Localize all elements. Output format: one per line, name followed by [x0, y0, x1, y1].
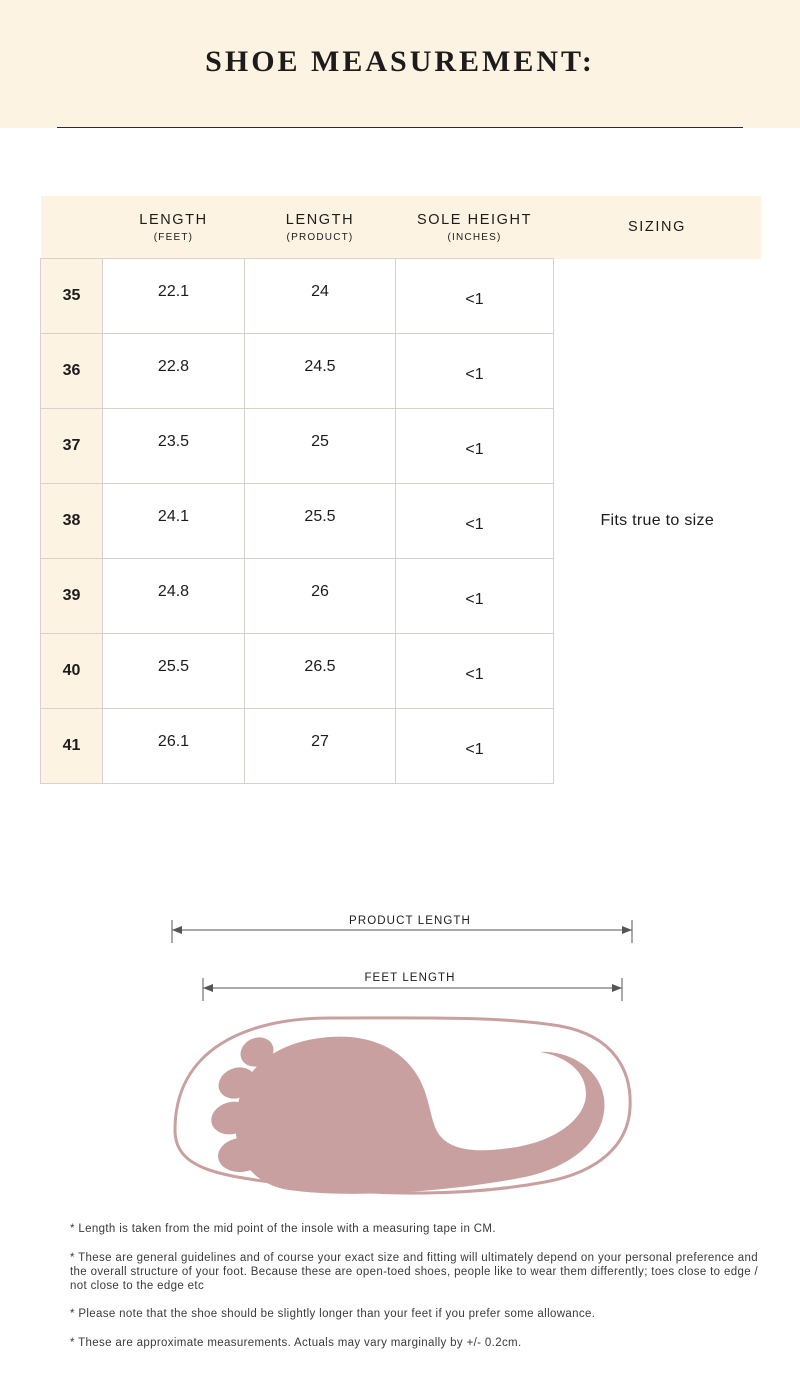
- cell-size: 36: [41, 334, 103, 409]
- cell-size: 38: [41, 484, 103, 559]
- cell-sizing-note: Fits true to size: [600, 512, 715, 529]
- header-divider: [57, 127, 743, 128]
- cell-length-feet: 22.8: [103, 334, 245, 409]
- column-header-sole-height: SOLE HEIGHT (INCHES): [396, 196, 554, 259]
- size-chart: [40, 196, 760, 784]
- cell-sole-height: <1: [396, 409, 554, 484]
- cell-sole-height: <1: [396, 559, 554, 634]
- table-header: [41, 196, 761, 259]
- note-item: * Length is taken from the mid point of the insole with a measuring tape in CM.: [70, 1223, 496, 1235]
- cell-sole-height: <1: [396, 634, 554, 709]
- cell-sole-height: <1: [396, 259, 554, 334]
- product-length-label: PRODUCT LENGTH: [349, 915, 471, 927]
- cell-sole-height: <1: [396, 334, 554, 409]
- column-header-length-product: LENGTH (PRODUCT): [245, 196, 396, 259]
- column-header-length-feet: LENGTH (FEET): [103, 196, 245, 259]
- cell-size: 40: [41, 634, 103, 709]
- cell-sole-height: <1: [396, 484, 554, 559]
- page-title: SHOE MEASUREMENT:: [205, 45, 595, 78]
- column-header-sizing: SIZING: [554, 196, 761, 259]
- cell-length-product: 26: [245, 559, 396, 634]
- cell-length-feet: 24.1: [103, 484, 245, 559]
- cell-length-feet: 26.1: [103, 709, 245, 784]
- cell-length-feet: 22.1: [103, 259, 245, 334]
- table-row: [41, 259, 761, 334]
- cell-size: 37: [41, 409, 103, 484]
- cell-length-product: 25: [245, 409, 396, 484]
- cell-length-product: 27: [245, 709, 396, 784]
- table-header-row: [41, 196, 761, 259]
- cell-length-product: 24.5: [245, 334, 396, 409]
- cell-size: 39: [41, 559, 103, 634]
- cell-size: 41: [41, 709, 103, 784]
- cell-sole-height: <1: [396, 709, 554, 784]
- table-body: [41, 259, 761, 784]
- size-table: [40, 196, 761, 784]
- column-header-size: [41, 196, 103, 259]
- note-item: * These are approximate measurements. Actuals may vary marginally by +/- 0.2cm.: [70, 1337, 522, 1349]
- cell-length-feet: 25.5: [103, 634, 245, 709]
- cell-length-product: 24: [245, 259, 396, 334]
- cell-size: 35: [41, 259, 103, 334]
- sole-diagram-svg: [0, 890, 800, 1200]
- cell-length-product: 25.5: [245, 484, 396, 559]
- note-item: * Please note that the shoe should be slightly longer than your feet if you prefer some allowance.: [70, 1308, 596, 1320]
- cell-length-product: 26.5: [245, 634, 396, 709]
- measurement-diagram: [0, 890, 800, 1200]
- note-item: * These are general guidelines and of course your exact size and fitting will ultimately depend on your personal preference and the overall structure of your foot. Because these are open-toed shoes, people like to wear them differently; toes close to edge / not close to the edge etc: [70, 1252, 759, 1292]
- cell-length-feet: 23.5: [103, 409, 245, 484]
- cell-length-feet: 24.8: [103, 559, 245, 634]
- feet-length-label: FEET LENGTH: [364, 972, 456, 984]
- notes-section: [70, 1222, 760, 1365]
- footprint-icon: [208, 1032, 607, 1194]
